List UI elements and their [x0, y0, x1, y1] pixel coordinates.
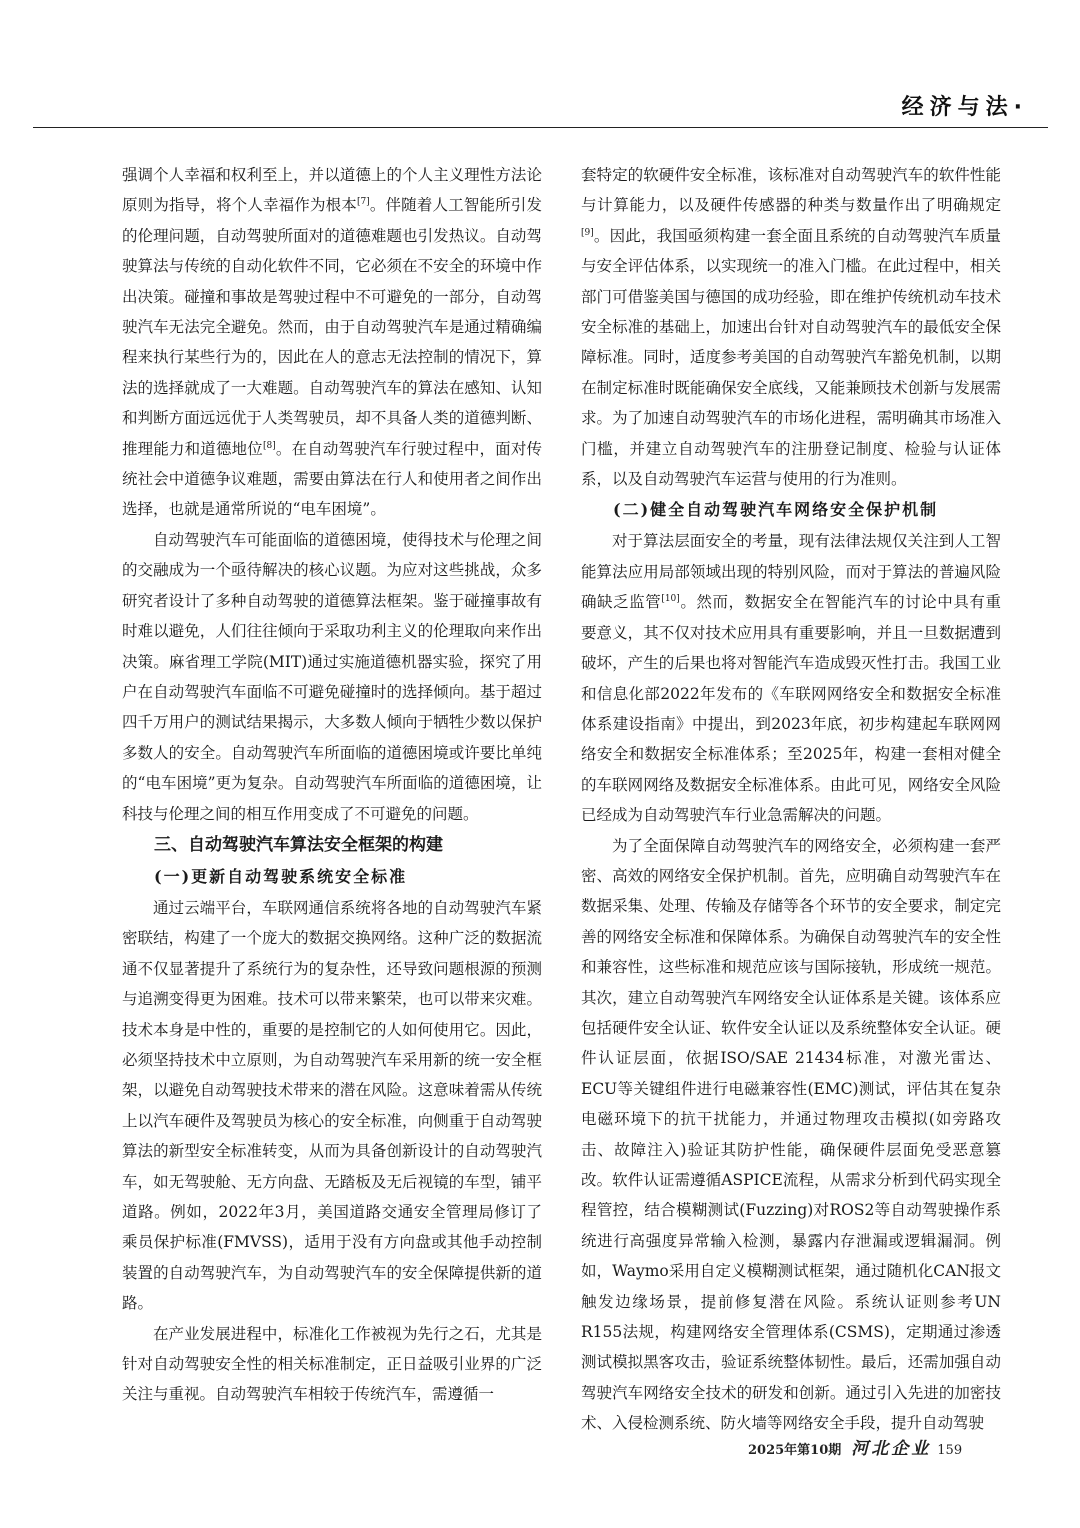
citation-ref-8: [8] [262, 440, 276, 451]
issue-label: 2025年第10期 [748, 1443, 842, 1458]
right-column [581, 160, 1001, 1439]
left-column [122, 160, 542, 1410]
left-p1-text-b: 。伴随着人工智能所引发的伦理问题，自动驾驶所面对的道德难题也引发热议。自动驾驶算法与传统的自动化软件不同，它必须在不安全的环境中作出决策。碰撞和事故是驾驶过程中不可避免的一部分，自动驾驶汽车无法完全避免。然而，由于自动驾驶汽车是通过精确编程来执行某些行为的，因此在人的意志无法控制的情况下，算法的选择就成了一大难题。自动驾驶汽车的算法在感知、认知和判断方面远远优于人类驾驶员，却不具备人类的道德判断、推理能力和道德地位 [122, 196, 542, 458]
citation-ref-10: [10] [661, 594, 680, 605]
right-p1-text-b: 。因此，我国亟须构建一套全面且系统的自动驾驶汽车质量与安全评估体系，以实现统一的准入门槛。在此过程中，相关部门可借鉴美国与德国的成功经验，即在维护传统机动车技术安全标准的基础上，加速出台针对自动驾驶汽车的最低安全保障标准。同时，适度参考美国的自动驾驶汽车豁免机制，以期在制定标准时既能确保安全底线，又能兼顾技术创新与发展需求。为了加速自动驾驶汽车的市场化进程，需明确其市场准入门槛，并建立自动驾驶汽车的注册登记制度、检验与认证体系，以及自动驾驶汽车运营与使用的行为准则。 [581, 226, 1001, 489]
right-p2-text: 对于算法层面安全的考量，现有法律法规仅关注到人工智能算法应用局部领域出现的特别风险，而对于算法的普遍风险确缺乏监管 [581, 532, 1001, 612]
left-paragraph-2: 自动驾驶汽车可能面临的道德困境，使得技术与伦理之间的交融成为一个亟待解决的核心议题。为应对这些挑战，众多研究者设计了多种自动驾驶的道德算法框架。鉴于碰撞事故有时难以避免，人们往往倾向于采取功利主义的伦理取向来作出决策。麻省理工学院(MIT)通过实施道德机器实验，探究了用户在自动驾驶汽车面临不可避免碰撞时的选择倾向。基于超过四千万用户的测试结果揭示，大多数人倾向于牺牲少数以保护多数人的安全。自动驾驶汽车所面临的道德困境或许要比单纯的“电车困境”更为复杂。自动驾驶汽车所面临的道德困境，让科技与伦理之间的相互作用变成了不可避免的问题。 [122, 530, 542, 823]
left-p1-text-c: 。在自动驾驶汽车行驶过程中，面对传统社会中道德争议难题，需要由算法在行人和使用者之间作出选择，也就是通常所说的“电车困境”。 [122, 439, 542, 519]
left-p1-text: 强调个人幸福和权利至上，并以道德上的个人主义理性方法论原则为指导，将个人幸福作为根本 [122, 166, 542, 215]
left-paragraph-4: 在产业发展进程中，标准化工作被视为先行之石，尤其是针对自动驾驶安全性的相关标准制定，正日益吸引业界的广泛关注与重视。自动驾驶汽车相较于传统汽车，需遵循一 [122, 1324, 542, 1404]
right-p2-text-b: 。然而，数据安全在智能汽车的讨论中具有重要意义，其不仅对技术应用具有重要影响，并且一旦数据遭到破坏，产生的后果也将对智能汽车造成毁灭性打击。我国工业和信息化部2022年发布的《车联网网络安全和数据安全标准体系建设指南》中提出，到2023年底，初步构建起车联网网络安全和数据安全标准体系；至2025年，构建一套相对健全的车联网网络及数据安全标准体系。由此可见，网络安全风险已经成为自动驾驶汽车行业急需解决的问题。 [581, 593, 1001, 825]
sub-heading-2: (二)健全自动驾驶汽车网络安全保护机制 [613, 500, 939, 520]
page-footer [748, 1434, 962, 1459]
right-paragraph-2 [581, 526, 1001, 830]
left-paragraph-3: 通过云端平台，车联网通信系统将各地的自动驾驶汽车紧密联结，构建了一个庞大的数据交换网络。这种广泛的数据流通不仅显著提升了系统行为的复杂性，还导致问题根源的预测与追溯变得更为困难。技术可以带来繁荣，也可以带来灾难。技术本身是中性的，重要的是控制它的人如何使用它。因此，必须坚持技术中立原则，为自动驾驶汽车采用新的统一安全框架，以避免自动驾驶技术带来的潜在风险。这意味着需从传统上以汽车硬件及驾驶员为核心的安全标准，向侧重于自动驾驶算法的新型安全标准转变，从而为具备创新设计的自动驾驶汽车，如无驾驶舱、无方向盘、无踏板及无后视镜的车型，铺平道路。例如，2022年3月，美国道路交通安全管理局修订了乘员保护标准(FMVSS)，适用于没有方向盘或其他手动控制装置的自动驾驶汽车，为自动驾驶汽车的安全保障提供新的道路。 [122, 898, 542, 1313]
citation-ref-7: [7] [356, 197, 370, 208]
left-paragraph-1 [122, 160, 542, 525]
page-number: 159 [937, 1443, 963, 1458]
header-divider [33, 127, 1048, 128]
right-p1-text: 套特定的软硬件安全标准，该标准对自动驾驶汽车的软件性能与计算能力，以及硬件传感器的种类与数量作出了明确规定 [581, 166, 1001, 215]
sub-heading-1: (一)更新自动驾驶系统安全标准 [154, 866, 408, 886]
right-paragraph-3: 为了全面保障自动驾驶汽车的网络安全，必须构建一套严密、高效的网络安全保护机制。首先，应明确自动驾驶汽车在数据采集、处理、传输及存储等各个环节的安全要求，制定完善的网络安全标准和保障体系。为确保自动驾驶汽车的安全性和兼容性，这些标准和规范应该与国际接轨，形成统一规范。其次，建立自动驾驶汽车网络安全认证体系是关键。该体系应包括硬件安全认证、软件安全认证以及系统整体安全认证。硬件认证层面，依据ISO/SAE 21434标准，对激光雷达、ECU等关键组件进行电磁兼容性(EMC)测试，评估其在复杂电磁环境下的抗干扰能力，并通过物理攻击模拟(如旁路攻击、故障注入)验证其防护性能，确保硬件层面免受恶意篡改。软件认证需遵循ASPICE流程，从需求分析到代码实现全程管控，结合模糊测试(Fuzzing)对ROS2等自动驾驶操作系统进行高强度异常输入检测，暴露内存泄漏或逻辑漏洞。例如，Waymo采用自定义模糊测试框架，通过随机化CAN报文触发边缘场景，提前修复潜在风险。系统认证则参考UN R155法规，构建网络安全管理体系(CSMS)，定期通过渗透测试模拟黑客攻击，验证系统整体韧性。最后，还需加强自动驾驶汽车网络安全技术的研发和创新。通过引入先进的加密技术、入侵检测系统、防火墙等网络安全手段，提升自动驾驶 [581, 836, 1001, 1433]
section-heading-3: 三、自动驾驶汽车算法安全框架的构建 [154, 834, 443, 855]
journal-logo: 河北企业 [851, 1439, 932, 1459]
citation-ref-9: [9] [581, 227, 594, 238]
right-paragraph-1 [581, 160, 1001, 494]
section-header-title: 经济与法· [901, 95, 1028, 120]
